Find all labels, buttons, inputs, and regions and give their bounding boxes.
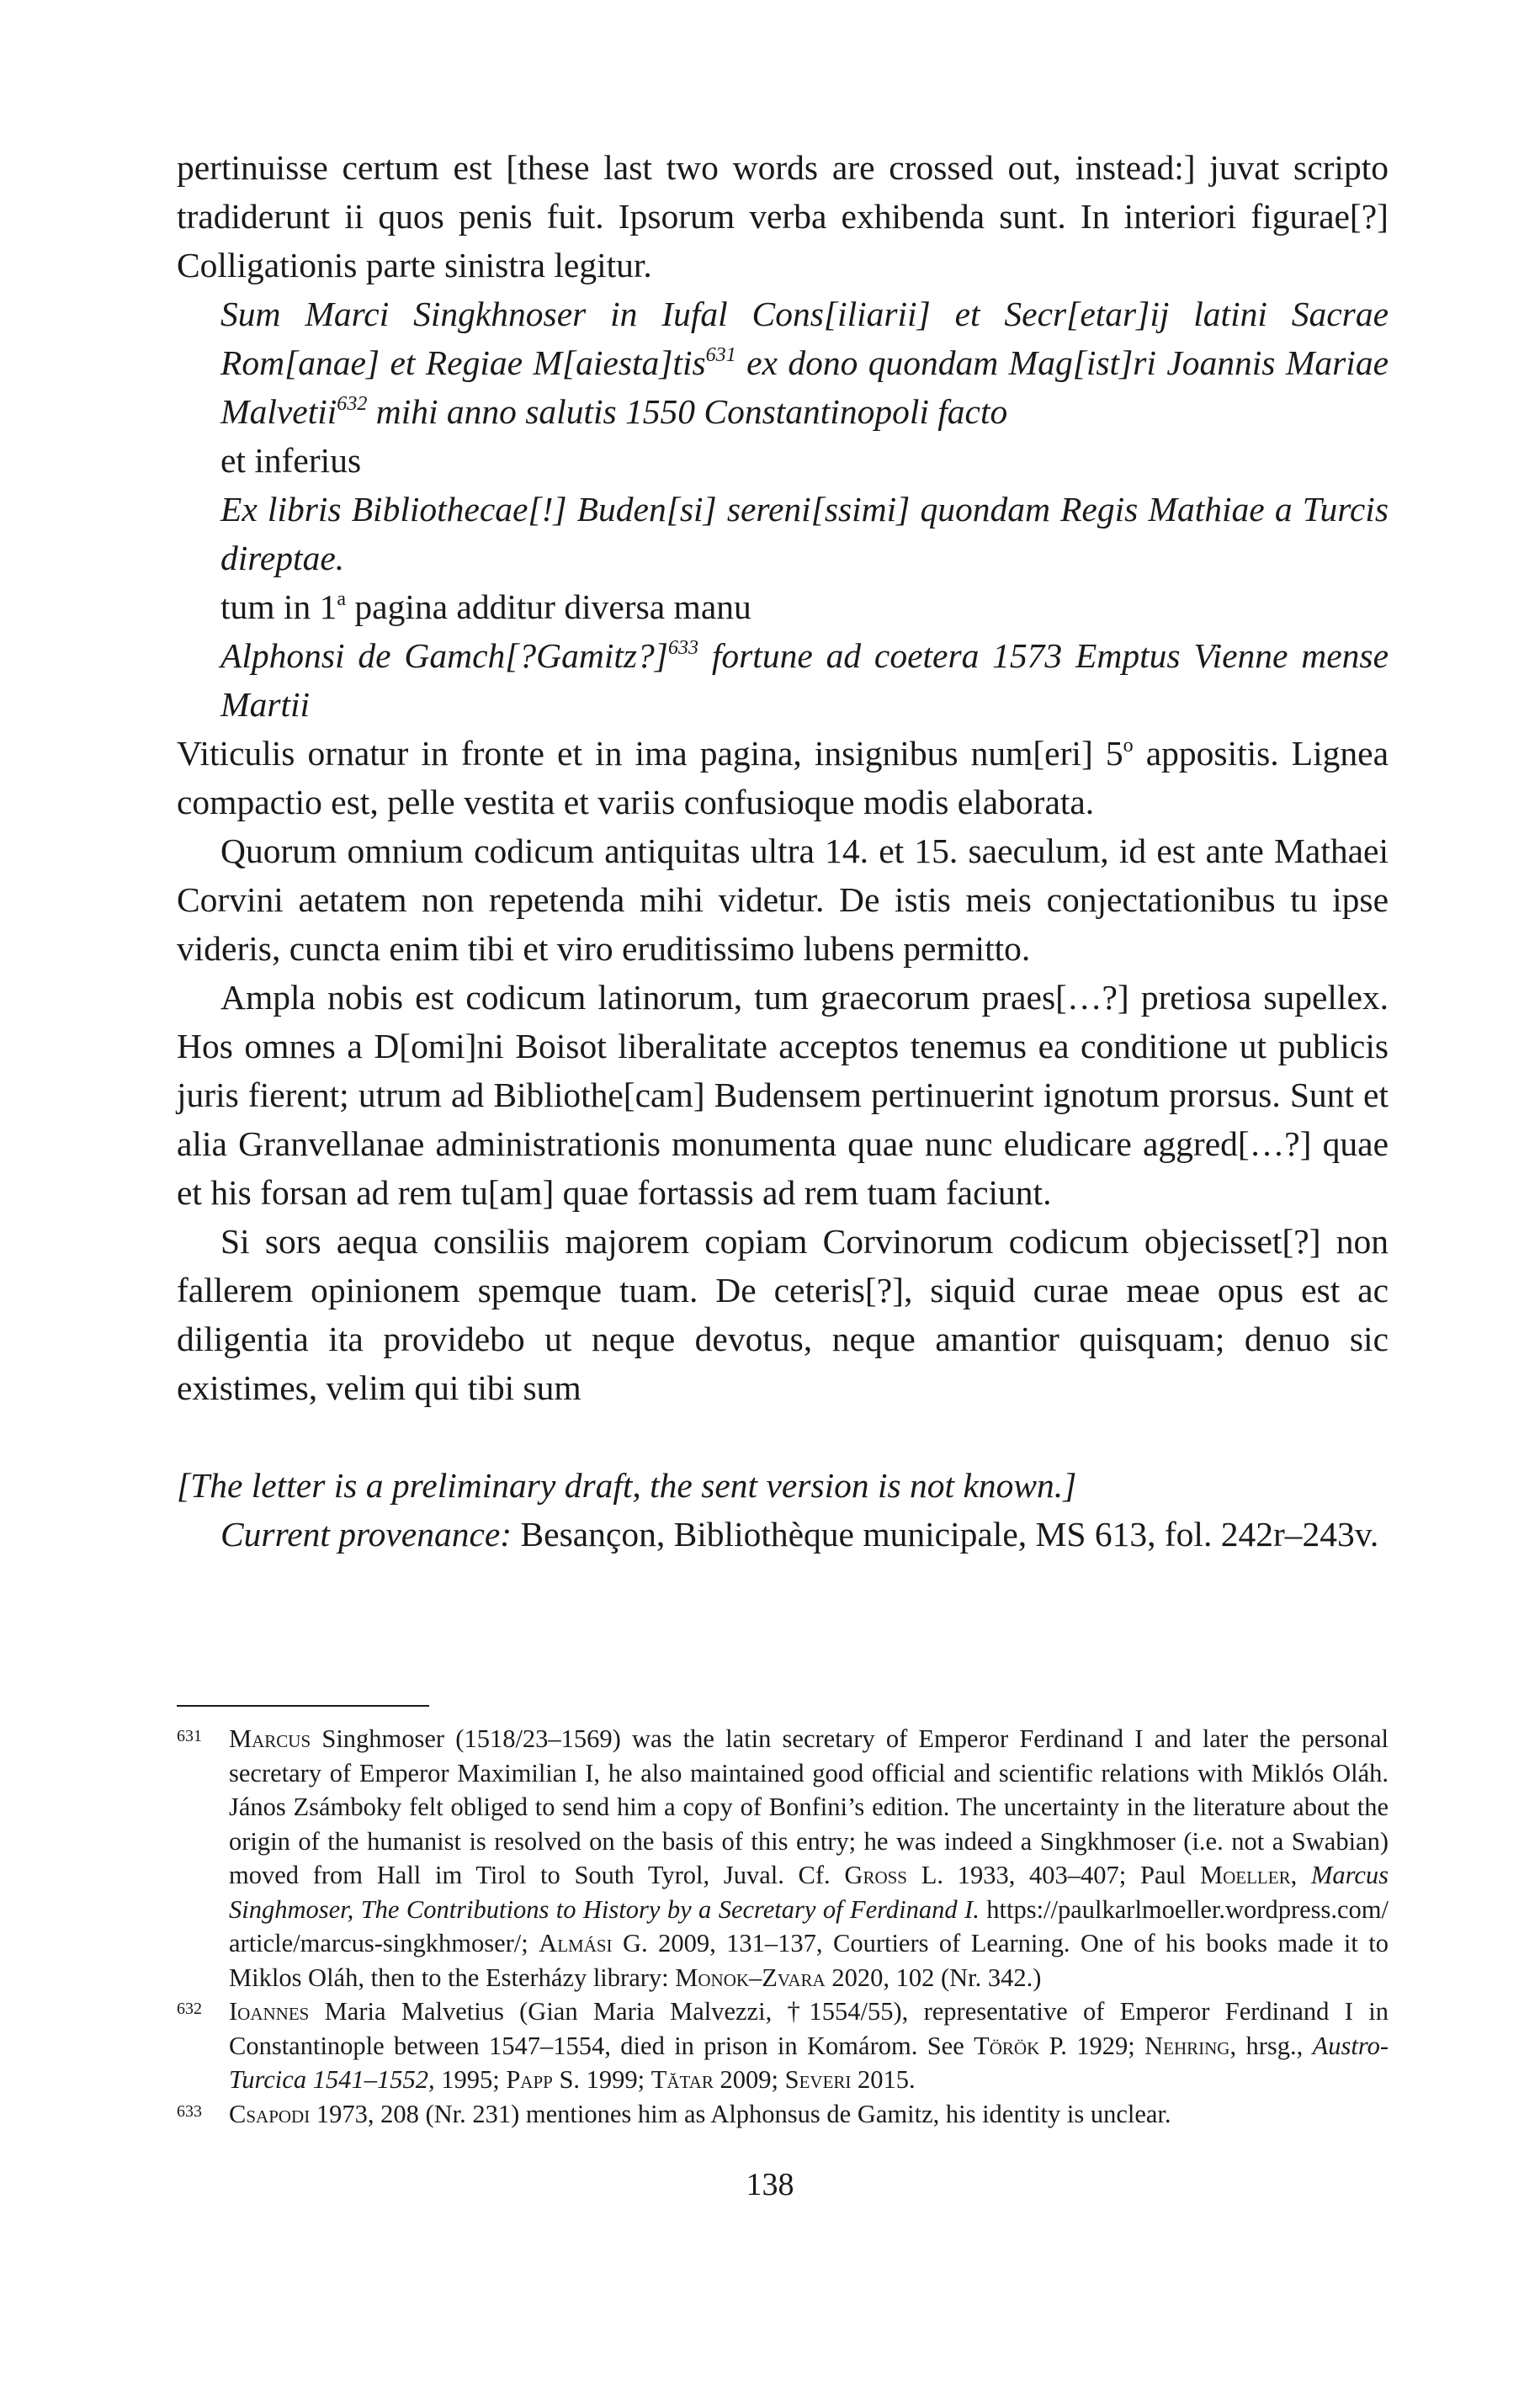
inscription-part-b: ex dono quondam Mag[ist]ri Joannis Mariae Malvetii: [220, 343, 1389, 431]
paragraph-si-sors: Si sors aequa consiliis majorem copiam Corvinorum codicum objecisset[?] non fallerem opinionem spemque tuam. De ceteris[?], siquid curae meae opus est ac diligentia ita providebo ut neque devotus, neque amantior quisquam; denuo sic existimes, velim qui tibi sum: [177, 1222, 1389, 1407]
work-title: Marcus Singhmoser, The Contributions to History by a Secretary of Ferdinand I.: [229, 1861, 1389, 1924]
footnote-633: [177, 2097, 1389, 2132]
footnote-number: 632: [177, 2000, 202, 2018]
footnote-ref-632[interactable]: 632: [337, 392, 368, 415]
author-name: Török: [974, 2031, 1040, 2060]
inscription-singkhnoser: [177, 289, 1389, 436]
inscription-ex-libris: Ex libris Bibliothecae[!] Buden[si] sereni[ssimi] quondam Regis Mathiae a Turcis direptae.: [220, 490, 1389, 577]
footnote-text: L. 1933, 403–407; Paul: [906, 1861, 1200, 1889]
inscription-part-c: mihi anno salutis 1550 Constantinopoli facto: [367, 392, 1008, 431]
alphonsi-part-b: fortune ad coetera 1573 Emptus Vienne mense Martii: [220, 636, 1389, 724]
footnote-text: 2009;: [713, 2065, 785, 2094]
footnote-number: 631: [177, 1727, 202, 1745]
author-name: Papp: [506, 2065, 553, 2094]
paragraph-quorum: Quorum omnium codicum antiquitas ultra 14. et 15. saeculum, id est ante Mathaei Corvini aetatem non repetenda mihi videtur. De istis meis conjectationibus tu ipse videris, cuncta enim tibi et viro eruditissimo lubens permitto.: [177, 831, 1389, 968]
footnote-632: [177, 1995, 1389, 2097]
viticulis-part-a: Viticulis ornatur in fronte et in ima pagina, insignibus num[eri] 5: [177, 734, 1123, 773]
editorial-note: [The letter is a preliminary draft, the sent version is not known.]: [177, 1466, 1077, 1505]
footnotes: [177, 1722, 1389, 2131]
footnote-ref-631[interactable]: 631: [705, 343, 736, 366]
footnote-text: 1973, 208 (Nr. 231) mentiones him as Alphonsus de Gamitz, his identity is unclear.: [310, 2099, 1171, 2128]
inscription-part-a: Sum Marci Singkhnoser in Iufal Cons[iliarii] et Secr[etar]ij latini Sacrae Rom[anae] et Regiae M[aiesta]tis: [220, 295, 1389, 382]
author-name: Severi: [784, 2065, 852, 2094]
paragraph-viticulis: [177, 729, 1389, 826]
footnote-text: P. 1929;: [1039, 2031, 1145, 2060]
footnote-url[interactable]: https://paulkarlmoeller.wordpress.com/article/marcus-singkhmoser/;: [229, 1894, 1389, 1957]
footnote-text: G. 2009, 131–137, Courtiers of Learning. One of his books made it to Miklos Oláh, then to the Esterházy library:: [229, 1929, 1389, 1992]
footnote-text: S. 1999;: [552, 2065, 651, 2094]
footnote-number: 633: [177, 2101, 202, 2121]
et-inferius: et inferius: [220, 441, 362, 480]
footnote-text: ,: [1290, 1861, 1311, 1889]
tum-superscript: a: [337, 587, 347, 610]
author-name: Csapodi: [229, 2099, 311, 2128]
main-text: [177, 143, 1389, 1559]
author-name: Tătar: [651, 2065, 714, 2094]
author-name: Marcus: [229, 1724, 311, 1753]
tum-part-a: tum in 1: [220, 587, 337, 626]
author-name: Nehring: [1144, 2031, 1230, 2060]
author-name: Moeller: [1199, 1861, 1291, 1889]
footnote-text: Singhmoser (1518/23–1569) was the latin secretary of Emperor Ferdinand I and later the personal secretary of Emperor Maximilian I, he also maintained good official and scientific relations with Miklós Oláh. János Zsámboky felt obliged to send him a copy of Bonfini’s edition. The uncertainty in the literature about the origin of the humanist is resolved on the basis of this entry; he was indeed a Singkhmoser (i.e. not a Swabian) moved from Hall im Tirol to South Tyrol, Juval. Cf.: [229, 1724, 1389, 1889]
tum-line: [177, 582, 1389, 631]
footnote-ref-633[interactable]: 633: [667, 636, 699, 659]
author-name: Monok–Zvara: [675, 1963, 826, 1992]
paragraph-ampla: Ampla nobis est codicum latinorum, tum graecorum praes[…?] pretiosa supellex. Hos omnes a D[omi]ni Boisot liberalitate acceptos tenemus ea conditione ut publicis juris fierent; utrum ad Bibliothe[cam] Budensem pertinuerint ignotum prorsus. Sunt et alia Granvellanae administrationis monumenta quae nunc eludicare aggred[…?] quae et his forsan ad rem tu[am] quae fortassis ad rem tuam faciunt.: [177, 978, 1389, 1212]
paragraph-pertinuisse: pertinuisse certum est [these last two words are crossed out, instead:] juvat scripto tradiderunt ii quos penis fuit. Ipsorum verba exhibenda sunt. In interiori figurae[?] Colligationis parte sinistra legitur.: [177, 148, 1389, 284]
inscription-alphonsi: [177, 631, 1389, 729]
footnote-text: , hrsg.,: [1229, 2031, 1313, 2060]
tum-part-b: pagina additur diversa manu: [346, 587, 751, 626]
footnote-text: Maria Malvetius (Gian Maria Malvezzi, †1554/55), representative of Emperor Ferdinand I in Constantinople between 1547–1554, died in prison in Komárom. See: [229, 1997, 1389, 2060]
footnote-text: 2020, 102 (Nr. 342.): [825, 1963, 1042, 1992]
page-number: 138: [746, 2167, 794, 2202]
provenance-label: Current provenance:: [220, 1515, 512, 1554]
footnote-text: 1995;: [434, 2065, 507, 2094]
footnote-divider: [177, 1705, 429, 1707]
footnote-631: [177, 1722, 1389, 1995]
author-name: Ioannes: [229, 1997, 310, 2026]
author-name: Almási: [539, 1929, 613, 1957]
spacer: [177, 1412, 1389, 1461]
alphonsi-part-a: Alphonsi de Gamch[?Gamitz?]: [220, 636, 668, 675]
author-name: Gross: [844, 1861, 907, 1889]
work-title: Austro-Turcica 1541–1552,: [229, 2031, 1389, 2094]
viticulis-superscript: o: [1123, 734, 1134, 757]
viticulis-part-b: appositis. Lignea compactio est, pelle vestita et variis confusioque modis elaborata.: [177, 734, 1389, 821]
footnote-text: 2015.: [851, 2065, 916, 2094]
current-provenance: [177, 1510, 1389, 1559]
provenance-value: Besançon, Bibliothèque municipale, MS 613, fol. 242r–243v.: [512, 1515, 1379, 1554]
